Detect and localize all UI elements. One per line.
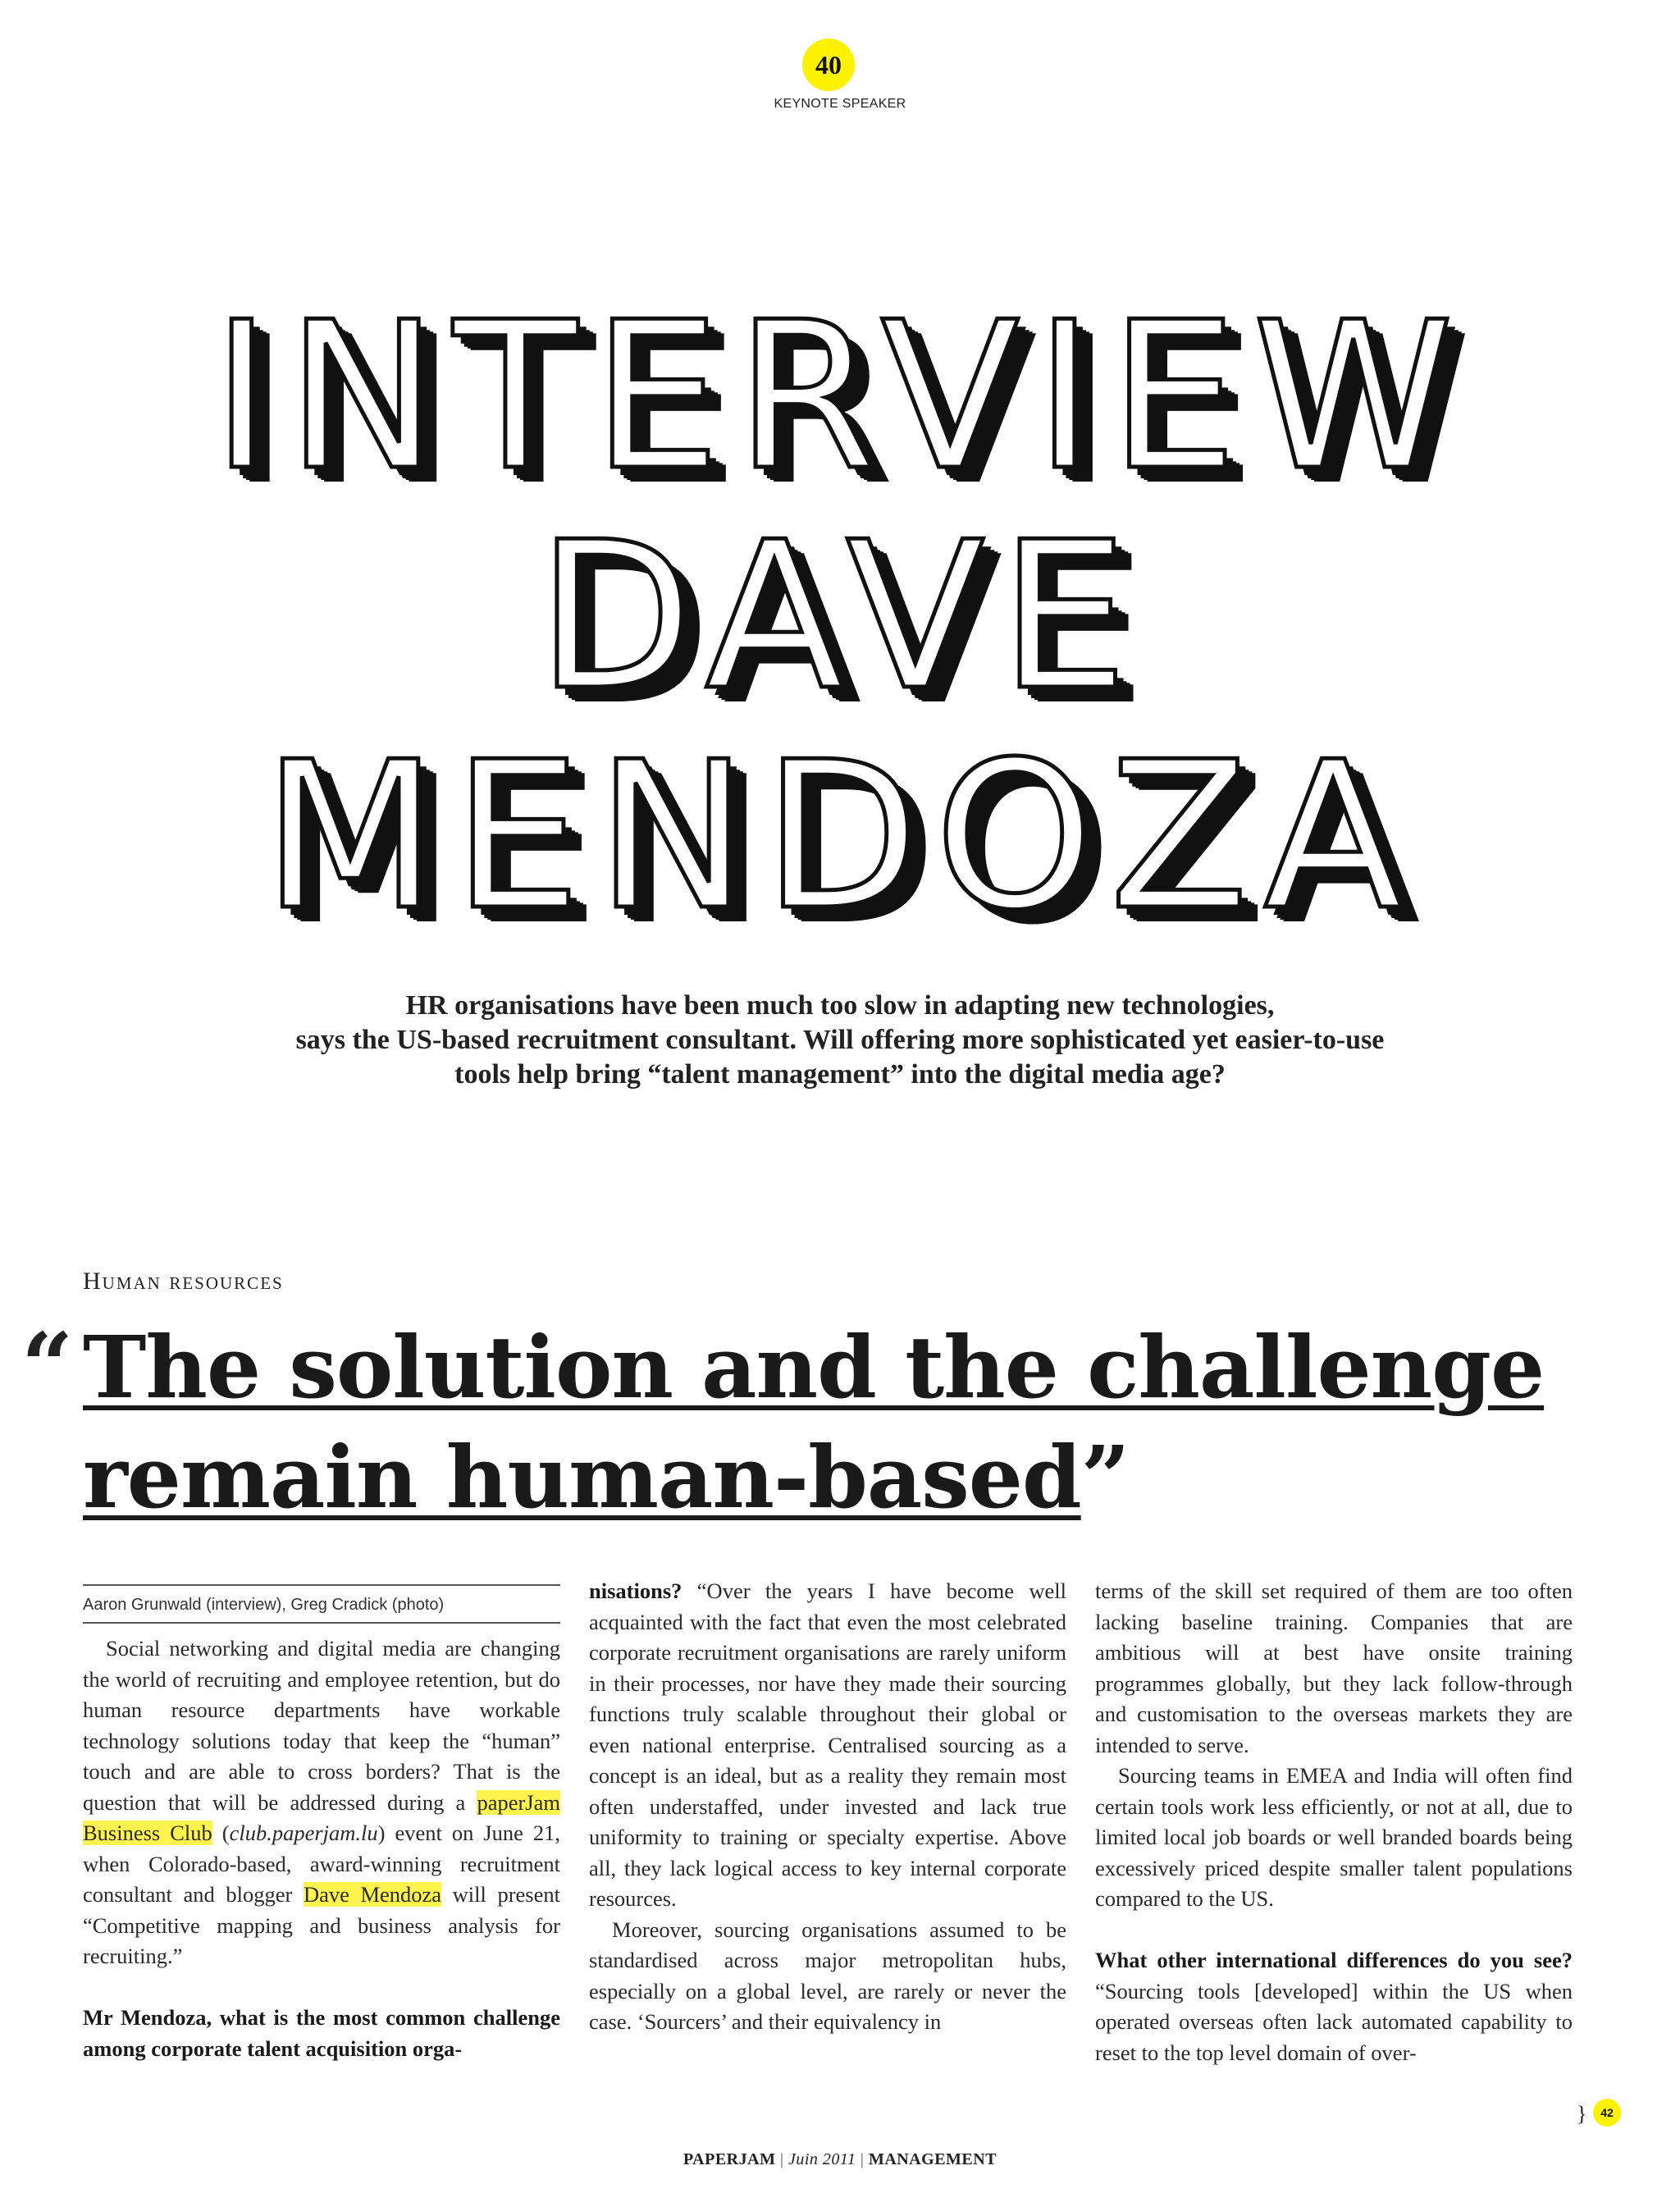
article-column-2	[589, 1576, 1066, 2038]
page-number-badge: 40	[802, 39, 855, 91]
intro-text-c: ) event on June 21, when Colorado-based, award-winning recruitment consultant and blogger	[83, 1821, 560, 1907]
title-line-interview: INTERVIEW	[211, 279, 1469, 515]
deck-line-2: says the US-based recruitment consultant. Will offering more sophisticated yet easier-to-use	[295, 1025, 1385, 1055]
intro-text-b: (	[212, 1821, 230, 1845]
intro-text-d: will present “Competitive mapping and business analysis for recruiting.”	[83, 1882, 560, 1968]
question-1-text: Mr Mendoza, what is the most common challenge among corporate talent acquisition orga-	[83, 2005, 560, 2061]
continue-bracket: }	[1577, 2102, 1587, 2126]
footer-separator-2: |	[856, 2150, 869, 2168]
question-2-paragraph	[1095, 1945, 1573, 2068]
footer-brand: PAPERJAM	[682, 2150, 776, 2168]
article-kicker: Human resources	[83, 1268, 284, 1295]
interview-title	[0, 279, 1680, 955]
answer-1-paragraph	[589, 1576, 1066, 1915]
answer-1-paragraph-2: Moreover, sourcing organisations assumed to be standardised across major metropolitan hubs, especially on a global level, are rarely or never the case. ‘Sourcers’ and their equivalency in	[589, 1917, 1066, 2034]
title-line-dave: DAVE	[536, 499, 1144, 735]
headline-close-quote: ”	[1080, 1427, 1130, 1528]
page-footer	[0, 2150, 1680, 2169]
continued-page-badge: 42	[1593, 2099, 1621, 2127]
footer-date: Juin 2011	[788, 2150, 856, 2168]
deck-line-3: tools help bring “talent management” into the digital media age?	[454, 1059, 1226, 1090]
intro-text-a: Social networking and digital media are changing the world of recruiting and employee retention, but do human resource departments have workable technology solutions today that keep the “human” touch and are able to cross borders? That is the question that will be addressed during a	[83, 1636, 560, 1815]
intro-paragraph	[83, 1633, 560, 1972]
footer-section: MANAGEMENT	[868, 2150, 998, 2168]
article-headline	[83, 1313, 1625, 1533]
section-label: KEYNOTE SPEAKER	[774, 97, 906, 111]
answer-1-paragraph-3: terms of the skill set required of them are too often lacking baseline training. Companies that are ambitious will at best have onsite training programmes globally, but they lack follow-through and customisation to the overseas markets they are intended to serve.	[1095, 1579, 1573, 1757]
answer-1-text: “Over the years I have become well acquainted with the fact that even the most celebrated corporate recruitment organisations are rarely uniform in their processes, nor have they made their sourcing functions truly scalable throughout their global or even national enterprise. Centralised sourcing as a concept is an ideal, but as a reality they remain most often understaffed, under invested and lack true uniformity to training or specialty expertise. Above all, they lack logical access to key internal corporate resources.	[589, 1579, 1066, 1911]
title-line-mendoza: MENDOZA	[262, 719, 1418, 955]
question-2-text: What other international differences do you see?	[1095, 1948, 1573, 1972]
answer-2-text: “Sourcing tools [developed] within the US when operated overseas often lack automated capability to reset to the top level domain of over-	[1095, 1978, 1573, 2065]
article-column-1	[83, 1576, 560, 2064]
highlight-dave-mendoza: Dave Mendoza	[303, 1882, 442, 1907]
footer-separator-1: |	[775, 2150, 788, 2168]
deck-summary	[0, 989, 1680, 1092]
headline-text: The solution and the challenge remain human-based	[83, 1317, 1545, 1528]
headline-open-quote: “	[21, 1313, 74, 1419]
highlight-business-club: paperJam Business Club	[83, 1789, 560, 1845]
club-url: club.paperjam.lu	[229, 1821, 378, 1845]
article-credits: Aaron Grunwald (interview), Greg Cradick (photo)	[83, 1584, 560, 1624]
answer-1-paragraph-4: Sourcing teams in EMEA and India will often find certain tools work less efficiently, or not at all, due to limited local job boards or well branded boards being excessively priced despite smaller talent populations compared to the US.	[1095, 1763, 1573, 1911]
question-1-end: nisations?	[589, 1579, 682, 1603]
deck-line-1: HR organisations have been much too slow in adapting new technologies,	[405, 990, 1275, 1021]
question-1-start	[83, 2003, 560, 2064]
article-column-3	[1095, 1576, 1573, 2068]
